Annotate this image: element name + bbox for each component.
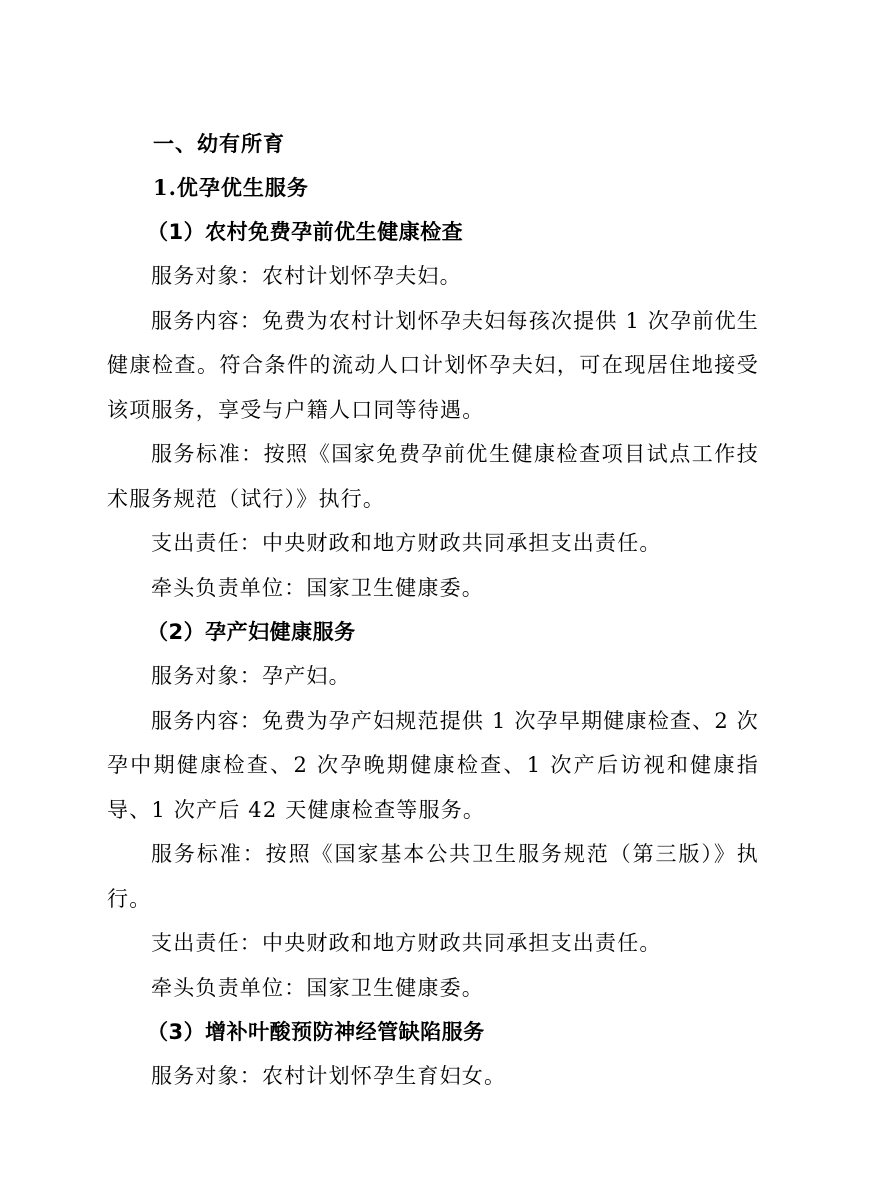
- item-text: 农村计划怀孕夫妇。: [262, 264, 462, 288]
- item-text: 按照《国家免费孕前优生健康检查项目试点工作技术服务规范（试行）》执行。: [107, 442, 759, 511]
- paragraph: [107, 654, 759, 699]
- item-label: 服务对象：: [151, 264, 262, 288]
- item-label: 支出责任：: [151, 931, 262, 955]
- paragraph: [107, 832, 759, 921]
- paragraph: [107, 921, 759, 966]
- item-text: 中央财政和地方财政共同承担支出责任。: [262, 931, 662, 955]
- section-title: （3）增补叶酸预防神经管缺陷服务: [147, 1020, 485, 1044]
- paragraph: [107, 966, 759, 1011]
- paragraph: [107, 254, 759, 299]
- heading-level-1: 一、幼有所育: [153, 132, 285, 156]
- paragraph: [107, 521, 759, 566]
- item-text: 孕产妇。: [262, 664, 351, 688]
- item-label: 服务对象：: [151, 664, 262, 688]
- item-text: 国家卫生健康委。: [306, 575, 485, 600]
- item-label: 服务标准：: [151, 442, 264, 466]
- item-label: 牵头负责单位：: [151, 975, 307, 1000]
- item-text: 免费为农村计划怀孕夫妇每孩次提供 1 次孕前优生健康检查。符合条件的流动人口计划怀孕夫妇，可在现居住地接受该项服务，享受与户籍人口同等待遇。: [107, 308, 759, 422]
- section-title: （1）农村免费孕前优生健康检查: [147, 220, 464, 244]
- item-text: 免费为孕产妇规范提供 1 次孕早期健康检查、2 次孕中期健康检查、2 次孕晚期健康检查、1 次产后访视和健康指导、1 次产后 42 天健康检查等服务。: [107, 708, 759, 822]
- paragraph: [107, 299, 759, 433]
- paragraph: [107, 566, 759, 611]
- item-label: 服务标准：: [151, 842, 266, 866]
- paragraph: [107, 699, 759, 833]
- item-label: 支出责任：: [151, 531, 262, 555]
- item-label: 牵头负责单位：: [151, 575, 307, 600]
- item-text: 中央财政和地方财政共同承担支出责任。: [262, 531, 662, 555]
- document-page: [107, 122, 759, 1099]
- heading-level-2: 1.优孕优生服务: [153, 175, 309, 200]
- item-text: 农村计划怀孕生育妇女。: [262, 1064, 507, 1088]
- section-title: （2）孕产妇健康服务: [147, 620, 356, 644]
- item-label: 服务内容：: [151, 308, 263, 333]
- item-label: 服务内容：: [151, 708, 263, 733]
- paragraph: [107, 432, 759, 521]
- item-label: 服务对象：: [151, 1064, 262, 1088]
- item-text: 按照《国家基本公共卫生服务规范（第三版）》执行。: [107, 842, 759, 911]
- paragraph: [107, 1054, 759, 1099]
- item-text: 国家卫生健康委。: [306, 975, 485, 1000]
